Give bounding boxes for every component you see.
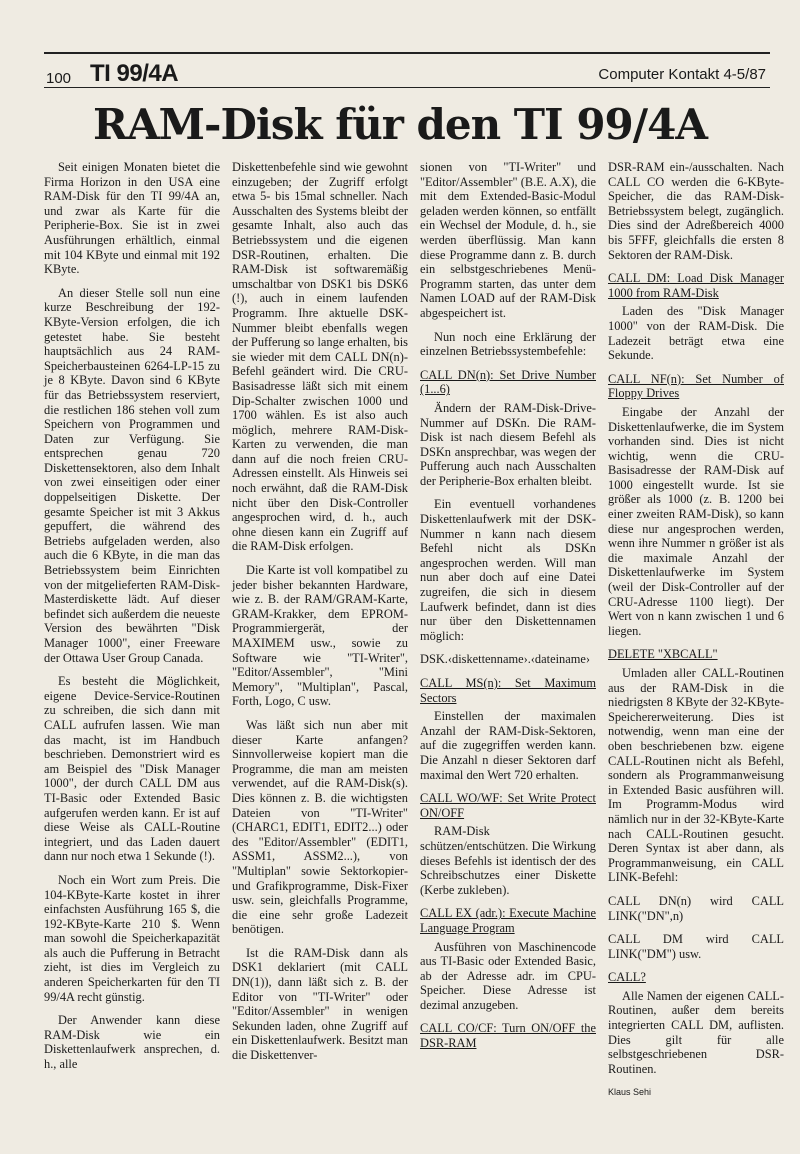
paragraph: Es besteht die Möglichkeit, eigene Device-Service-Routinen zu schreiben, die sich dann mit CALL aufrufen lassen. Wie man das macht, ist im Handbuch beschrieben. Demonstriert wird es am Beispiel des "Disk Manager 1000", der durch CALL DM aus TI-Basic oder Extended Basic aufgerufen werden kann. Er ist auf diese Weise als CALL-Routine integriert, und das Laden dauert dann nur noch etwa 1 Sekunde (!). (44, 674, 220, 864)
author-byline: Klaus Sehi (608, 1087, 652, 1098)
subheading-call-co: CALL CO/CF: Turn ON/OFF the DSR-RAM (420, 1021, 596, 1051)
paragraph: Alle Namen der eigenen CALL-Routinen, außer dem bereits integrierten CALL DM, auflisten. Dies gilt für alle selbstgeschriebenen DSR-Routinen. (608, 988, 784, 1076)
paragraph: Nun noch eine Erklärung der einzelnen Betriebssystembefehle: (420, 329, 596, 359)
paragraph: Einstellen der maximalen Anzahl der RAM-Disk-Sektoren, auf die zugegriffen werden kann. Die Anzahl n dieser Sektoren darf maximal den Wert 720 erhalten. (420, 709, 596, 782)
subheading-call-dn: CALL DN(n): Set Drive Number (1...6) (420, 367, 596, 397)
header-bottom-rule (44, 87, 770, 88)
paragraph: Diskettenbefehle sind wie gewohnt einzugeben; der Zugriff erfolgt etwa 5- bis 15mal schneller. Nach Ausschalten des Systems bleibt der gesamte Inhalt, also auch das Betriebssystem und die eigenen DSR-Routinen, erhalten. Die RAM-Disk ist softwaremäßig umschaltbar von DSK1 bis DSK6 (!), auch in einem laufenden Programm. Ihre aktuelle DSK-Nummer bleibt ebenfalls wegen der Pufferung so lange erhalten, bis sie wieder mit dem CALL DN(n)-Befehl geändert wird. Die CRU-Basisadresse läßt sich mit einem Dip-Schalter zwischen 1000 und 1700 wählen. Es ist also auch möglich, mehrere RAM-Disk-Karten zu verwenden, die man dann auf die noch freien CRU-Adressen einstellt. Als Hinweis sei noch erwähnt, daß die RAM-Disk nicht über den Disk-Controller angesprochen wird, d. h., auch ohne diesen kann ein Zugriff auf die RAM-Disk erfolgen. (232, 160, 408, 554)
header-rule (44, 52, 770, 54)
subheading-call-query: CALL? (608, 970, 646, 985)
article-body (44, 160, 784, 1140)
column-4 (608, 160, 784, 1140)
paragraph: Noch ein Wort zum Preis. Die 104-KByte-Karte kostet in ihrer einfachsten Ausführung 165 $, die 192-KByte-Karte 210 $. Wenn man sowohl die Speicherkapazität als auch die Pufferung in Betracht zieht, ist dies im Vergleich zu anderen Speicherkarten für den TI 99/4A recht günstig. (44, 872, 220, 1004)
paragraph: Seit einigen Monaten bietet die Firma Horizon in den USA eine RAM-Disk für den TI 99/4A an, und zwar als Karte für die Peripherie-Box. Sie ist in zwei Ausführungen erhältlich, einmal mit 104 KByte und einmal mit 192 KByte. (44, 160, 220, 277)
paragraph: Was läßt sich nun aber mit dieser Karte anfangen? Sinnvollerweise kopiert man die Programme, die man am meisten verwendet, auf die RAM-Disk(s). Dies können z. B. die wichtigsten Dateien von "TI-Writer" (CHARC1, EDIT1, EDIT2...) oder des "Editor/Assembler" (EDIT1, ASSM1, ASSM2...), von "Multiplan" sowie Sektorkopier- und Grafikprogramme, Disk-Fixer usw. sein, gleichfalls Programme, die eine sehr große Ladezeit benötigen. (232, 717, 408, 937)
column-2 (232, 160, 408, 1140)
article-title: RAM-Disk für den TI 99/4A (93, 100, 707, 149)
column-3 (420, 160, 596, 1140)
column-1 (44, 160, 220, 1140)
paragraph: Der Anwender kann diese RAM-Disk wie ein Diskettenlaufwerk ansprechen, d. h., alle (44, 1013, 220, 1072)
paragraph: Umladen aller CALL-Routinen aus der RAM-Disk in die niedrigsten 8 KByte der 32-KByte-Speichererweiterung. Dies ist notwendig, wenn man eine der oben beschriebenen bzw. eigene CALL-Routinen nicht als Befehl, sondern als Programmanweisung in Extended Basic ausführen will. Im Programm-Modus wird nämlich nur in der 32-KByte-Karte nach CALL-Routinen gesucht. Deren Syntax ist aber dann, als Programmanweisung, ein CALL LINK-Befehl: (608, 666, 784, 885)
paragraph: RAM-Disk schützen/entschützen. Die Wirkung dieses Befehls ist identisch der des Schreibschutzes einer Diskette (Kerbe zukleben). (420, 824, 596, 897)
paragraph: Die Karte ist voll kompatibel zu jeder bisher bekannten Hardware, wie z. B. der RAM/GRAM-Karte, GRAM-Krakker, dem EPROM-Programmiergerät, der MAXIMEM usw., sowie zu Software wie "TI-Writer", "Editor/Assembler", "Mini Memory", "Multiplan", Pascal, Forth, Logo, C usw. (232, 563, 408, 709)
code-example: CALL DN(n) wird CALL LINK("DN",n) (608, 893, 784, 923)
subheading-call-ms: CALL MS(n): Set Maximum Sectors (420, 676, 596, 705)
paragraph: Ein eventuell vorhandenes Diskettenlaufwerk mit der DSK-Nummer n kann nach diesem Befehl nicht als DSKn angesprochen werden. Will man nun aber doch auf eine Datei zugreifen, die sich in diesem Laufwerk befindet, dann ist dies nur über den Diskettennamen möglich: (420, 497, 596, 643)
subheading-delete-xbcall: DELETE "XBCALL" (608, 647, 718, 662)
subheading-call-ex: CALL EX (adr.): Execute Machine Language Program (420, 906, 596, 935)
paragraph: Eingabe der Anzahl der Diskettenlaufwerke, die im System vorhanden sind. Dies ist nicht wichtig, wenn die CRU-Basisadresse der RAM-Disk auf 1000 eingestellt wurde. Ist sie größer als 1000 (z. B. 1200 bei einer zweiten RAM-Disk), so kann diese nur angesprochen werden, wenn ihre Nummer n größer ist als die maximale Anzahl der Diskettenlaufwerke im System (weil der Disk-Controller auf der CRU-Adresse 1100 liegt). Der Wert von n kann zwischen 1 und 6 liegen. (608, 404, 784, 638)
paragraph: Ausführen von Maschinencode aus TI-Basic oder Extended Basic, ab der Adresse adr. im CPU-Speicher. Diese Adresse ist dezimal anzugeben. (420, 939, 596, 1012)
paragraph: Laden des "Disk Manager 1000" von der RAM-Disk. Die Ladezeit beträgt etwa eine Sekunde. (608, 304, 784, 363)
subheading-call-nf: CALL NF(n): Set Number of Floppy Drives (608, 371, 784, 401)
section-title: TI 99/4A (90, 60, 179, 87)
page-number: 100 (46, 70, 72, 87)
paragraph: Ändern der RAM-Disk-Drive-Nummer auf DSKn. Die RAM-Disk ist nach diesem Befehl als DSKn ansprechbar, was wegen der Pufferung auch nach Ausschalten der Peripherie-Box erhalten bleibt. (420, 400, 596, 488)
subheading-call-dm: CALL DM: Load Disk Manager 1000 from RAM-Disk (608, 271, 784, 300)
paragraph: An dieser Stelle soll nun eine kurze Beschreibung der 192-KByte-Version erfolgen, die ich getestet habe. Sie besteht hauptsächlich aus 24 RAM-Speicherbausteinen 6264-LP-15 zu je 8 KByte. Davon sind 6 KByte für das Betriebssystem reserviert, die restlichen 186 stehen voll zum Speichern von Programmen und Daten zur Verfügung. Sie entsprechen genau 720 Diskettensektoren, also dem Inhalt von zwei einseitigen oder einer doppelseitigen Diskette. Der gesamte Speicher ist mit 3 Akkus gepuffert, die während des Betriebs aufgeladen werden, also auch die 6 KByte, in die man das Betriebssystem beim Einrichten von der mitgelieferten RAM-Disk-Masterdiskette lädt. Auf dieser befindet sich außerdem die neueste Version des bewährten "Disk Manager 1000", einer Freeware der Ottawa User Group Canada. (44, 285, 220, 665)
paragraph: sionen von "TI-Writer" und "Editor/Assembler" (B.E. A.X), die mit dem Extended-Basic-Modul geladen werden können, so entfällt ein Wechsel der Module, d. h., sie werden überflüssig. Man kann diese Programme dann z. B. durch ein selbstgeschriebenes Menü-Programm starten, das unter dem Namen LOAD auf der RAM-Disk abgespeichert ist. (420, 160, 596, 320)
subheading-call-wo: CALL WO/WF: Set Write Protect ON/OFF (420, 791, 596, 820)
paragraph: Ist die RAM-Disk dann als DSK1 deklariert (mit CALL DN(1)), dann läßt sich z. B. der Editor von "TI-Writer" oder "Editor/Assembler" in wenigen Sekunden laden, ohne Zugriff auf ein Diskettenlaufwerk. Besitzt man die Diskettenver- (232, 945, 408, 1063)
issue-label: Computer Kontakt 4-5/87 (598, 66, 766, 83)
code-example: CALL DM wird CALL LINK("DM") usw. (608, 932, 784, 961)
paragraph: DSK.‹diskettenname›.‹dateiname› (420, 652, 590, 667)
paragraph: DSR-RAM ein-/ausschalten. Nach CALL CO werden die 6-KByte-Speicher, die das RAM-Disk-Betriebssystem belegt, zugänglich. Dies sind der Adreßbereich 4000 bis 5FFF, gleichfalls die ersten 8 Sektoren der RAM-Disk. (608, 160, 784, 262)
